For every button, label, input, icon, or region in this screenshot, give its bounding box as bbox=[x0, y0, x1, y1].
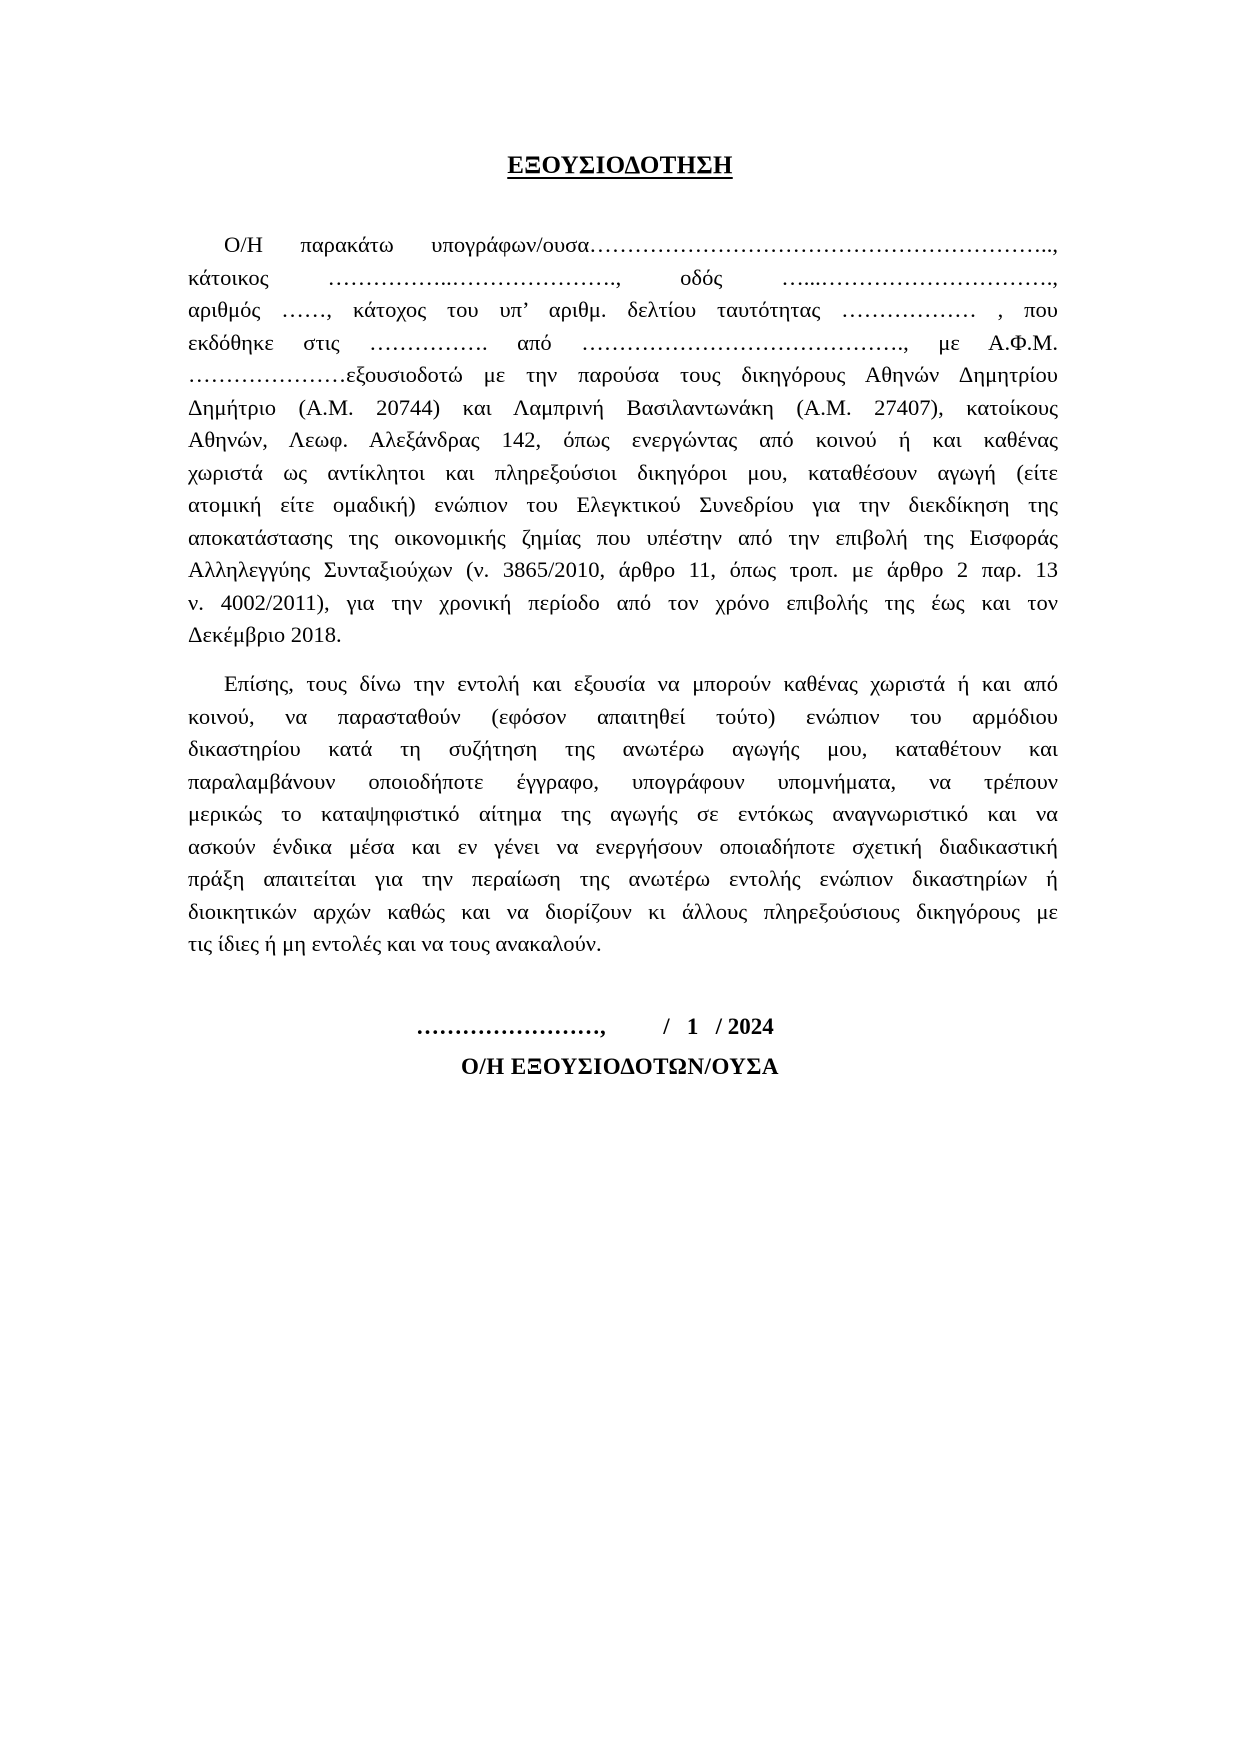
paragraph-line: Αθηνών, Λεωφ. Αλεξάνδρας 142, όπως ενεργώντας από κοινού ή και καθένας bbox=[188, 427, 1058, 452]
signer-label: Ο/Η ΕΞΟΥΣΙΟΔΟΤΩΝ/ΟΥΣΑ bbox=[461, 1054, 779, 1079]
paragraph-line: ν. 4002/2011), για την χρονική περίοδο από τον χρόνο επιβολής της έως και τον bbox=[188, 589, 1058, 615]
paragraph-line: ατομική είτε ομαδική) ενώπιον του Ελεγκτικού Συνεδρίου για την διεκδίκηση της bbox=[188, 492, 1058, 517]
paragraph-line: δικαστηρίου κατά τη συζήτηση της ανωτέρω αγωγής μου, καταθέτουν και bbox=[188, 736, 1058, 761]
paragraph-line: αποκατάστασης της οικονομικής ζημίας που υπέστην από την επιβολή της Εισφοράς bbox=[188, 524, 1058, 550]
paragraph-line: Ο/Η παρακάτω υπογράφων/ουσα…………………………………………………….., bbox=[224, 232, 1058, 257]
paragraph-line: …………………εξουσιοδοτώ με την παρούσα τους δικηγόρους Αθηνών Δημητρίου bbox=[188, 362, 1058, 387]
paragraph-line: αριθμός ……, κάτοχος του υπ’ αριθμ. δελτίου ταυτότητας ……………… , που bbox=[188, 297, 1058, 322]
paragraph-line: διοικητικών αρχών καθώς και να διορίζουν κι άλλους πληρεξούσιους δικηγόρους με bbox=[188, 898, 1058, 924]
paragraph-line: εκδόθηκε στις ……………. από ……………………………………., με Α.Φ.Μ. bbox=[188, 329, 1058, 355]
paragraph-line: κάτοικος ……………..…………………., οδός …...…………………………., bbox=[188, 264, 1058, 290]
paragraph-line: Δημήτριο (Α.Μ. 20744) και Λαμπρινή Βασιλαντωνάκη (Α.Μ. 27407), κατοίκους bbox=[188, 394, 1058, 420]
paragraph-line: πράξη απαιτείται για την περαίωση της ανωτέρω εντολής ενώπιον δικαστηρίων ή bbox=[188, 866, 1058, 891]
paragraph-line: τις ίδιες ή μη εντολές και να τους ανακαλούν. bbox=[188, 931, 602, 956]
paragraph-line: Αλληλεγγύης Συνταξιούχων (ν. 3865/2010, άρθρο 11, όπως τροπ. με άρθρο 2 παρ. 13 bbox=[188, 557, 1058, 582]
powers-paragraph bbox=[188, 668, 1058, 961]
place-date-line: ……………………, / 1 / 2024 bbox=[416, 1014, 774, 1039]
paragraph-line: μερικώς το καταψηφιστικό αίτημα της αγωγής σε εντόκως αναγνωριστικό και να bbox=[188, 801, 1058, 826]
paragraph-line: χωριστά ως αντίκλητοι και πληρεξούσιοι δικηγόροι μου, καταθέσουν αγωγή (είτε bbox=[188, 459, 1058, 485]
paragraph-line: Επίσης, τους δίνω την εντολή και εξουσία να μπορούν καθένας χωριστά ή και από bbox=[224, 671, 1058, 696]
paragraph-line: Δεκέμβριο 2018. bbox=[188, 622, 342, 647]
authorization-paragraph bbox=[188, 229, 1058, 652]
paragraph-line: ασκούν ένδικα μέσα και εν γένει να ενεργήσουν οποιαδήποτε σχετική διαδικαστική bbox=[188, 833, 1058, 859]
paragraph-line: κοινού, να παρασταθούν (εφόσον απαιτηθεί τούτο) ενώπιον του αρμόδιου bbox=[188, 703, 1058, 729]
paragraph-line: παραλαμβάνουν οποιοδήποτε έγγραφο, υπογράφουν υπομνήματα, να τρέπουν bbox=[188, 768, 1058, 794]
document-title: ΕΞΟΥΣΙΟΔΟΤΗΣΗ bbox=[507, 152, 733, 179]
